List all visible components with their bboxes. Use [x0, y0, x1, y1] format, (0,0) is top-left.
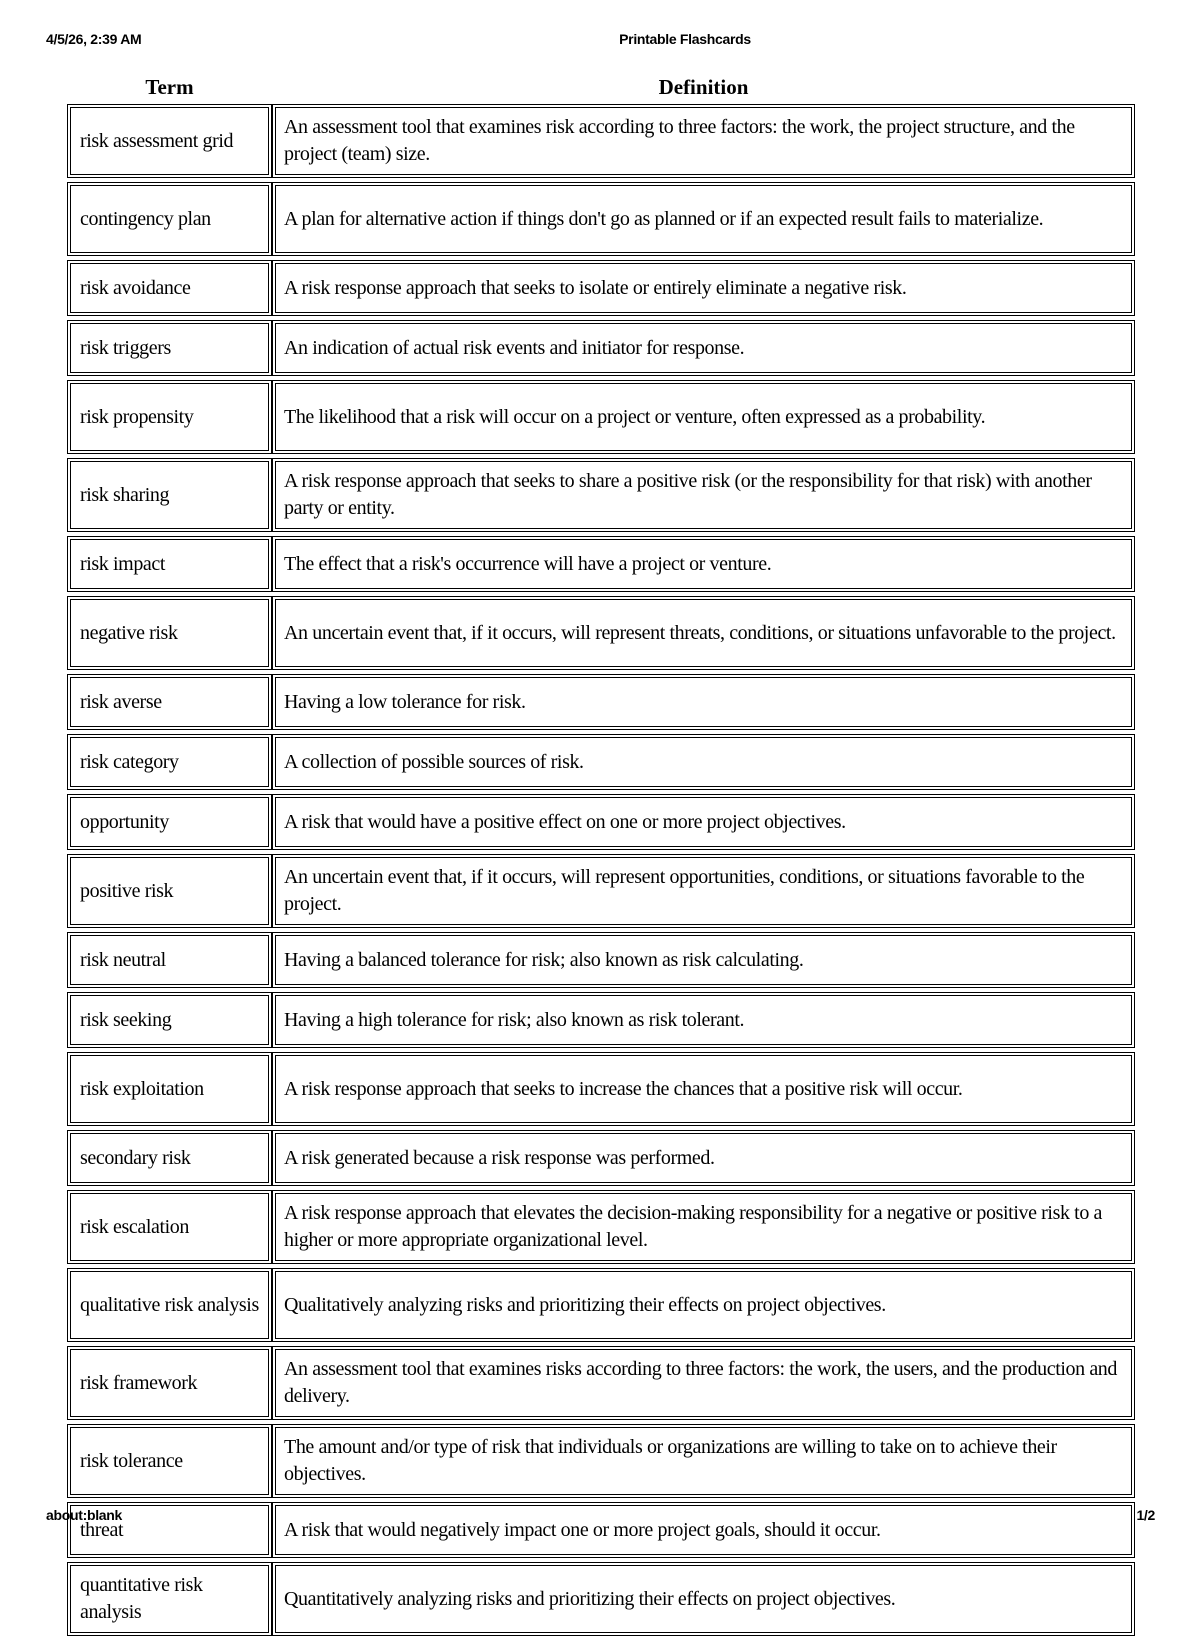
- term-cell: secondary risk: [67, 1130, 272, 1186]
- definition-cell: A risk response approach that seeks to isolate or entirely eliminate a negative risk.: [272, 260, 1135, 316]
- page-number: 1/2: [1136, 1507, 1155, 1523]
- definition-cell: A risk response approach that elevates the decision-making responsibility for a negative or positive risk to a higher or more appropriate organizational level.: [272, 1190, 1135, 1264]
- term-cell: contingency plan: [67, 182, 272, 256]
- term-cell: risk escalation: [67, 1190, 272, 1264]
- definition-cell: Having a high tolerance for risk; also known as risk tolerant.: [272, 992, 1135, 1048]
- term-cell: negative risk: [67, 596, 272, 670]
- term-cell: risk seeking: [67, 992, 272, 1048]
- table-row: [67, 1424, 1135, 1498]
- table-row: [67, 1562, 1135, 1636]
- definition-cell: An assessment tool that examines risks according to three factors: the work, the users, and the production and delivery.: [272, 1346, 1135, 1420]
- term-cell: risk propensity: [67, 380, 272, 454]
- term-cell: opportunity: [67, 794, 272, 850]
- page-title: Printable Flashcards: [619, 31, 751, 47]
- term-cell: risk assessment grid: [67, 104, 272, 178]
- definition-cell: Qualitatively analyzing risks and prioritizing their effects on project objectives.: [272, 1268, 1135, 1342]
- table-row: [67, 794, 1135, 850]
- definition-cell: The likelihood that a risk will occur on a project or venture, often expressed as a probability.: [272, 380, 1135, 454]
- table-row: [67, 1052, 1135, 1126]
- table-row: [67, 1346, 1135, 1420]
- table-header-row: [67, 74, 1135, 100]
- table-row: [67, 104, 1135, 178]
- flashcard-table: [67, 70, 1135, 1640]
- table-row: [67, 1130, 1135, 1186]
- term-column-header: Term: [145, 75, 194, 99]
- term-cell: qualitative risk analysis: [67, 1268, 272, 1342]
- definition-cell: A risk generated because a risk response was performed.: [272, 1130, 1135, 1186]
- table-row: [67, 320, 1135, 376]
- term-cell: positive risk: [67, 854, 272, 928]
- print-datetime: 4/5/26, 2:39 AM: [46, 31, 142, 47]
- term-cell: risk triggers: [67, 320, 272, 376]
- table-row: [67, 1190, 1135, 1264]
- table-row: [67, 536, 1135, 592]
- definition-cell: An indication of actual risk events and initiator for response.: [272, 320, 1135, 376]
- table-row: [67, 734, 1135, 790]
- table-row: [67, 854, 1135, 928]
- term-cell: risk avoidance: [67, 260, 272, 316]
- definition-cell: A risk response approach that seeks to increase the chances that a positive risk will occur.: [272, 1052, 1135, 1126]
- table-row: [67, 1268, 1135, 1342]
- definition-cell: A risk response approach that seeks to share a positive risk (or the responsibility for that risk) with another party or entity.: [272, 458, 1135, 532]
- definition-cell: Quantitatively analyzing risks and prioritizing their effects on project objectives.: [272, 1562, 1135, 1636]
- page-url: about:blank: [46, 1507, 123, 1523]
- definition-cell: The amount and/or type of risk that individuals or organizations are willing to take on to achieve their objectives.: [272, 1424, 1135, 1498]
- definition-cell: Having a balanced tolerance for risk; also known as risk calculating.: [272, 932, 1135, 988]
- definition-cell: Having a low tolerance for risk.: [272, 674, 1135, 730]
- term-cell: risk exploitation: [67, 1052, 272, 1126]
- term-cell: risk framework: [67, 1346, 272, 1420]
- definition-cell: An assessment tool that examines risk according to three factors: the work, the project structure, and the project (team) size.: [272, 104, 1135, 178]
- definition-cell: The effect that a risk's occurrence will have a project or venture.: [272, 536, 1135, 592]
- definition-cell: A plan for alternative action if things don't go as planned or if an expected result fails to materialize.: [272, 182, 1135, 256]
- table-row: [67, 674, 1135, 730]
- definition-cell: A collection of possible sources of risk.: [272, 734, 1135, 790]
- definition-column-header: Definition: [658, 75, 749, 99]
- term-cell: risk tolerance: [67, 1424, 272, 1498]
- term-cell: risk sharing: [67, 458, 272, 532]
- table-row: [67, 992, 1135, 1048]
- table-row: [67, 182, 1135, 256]
- term-cell: risk averse: [67, 674, 272, 730]
- definition-cell: An uncertain event that, if it occurs, will represent opportunities, conditions, or situations favorable to the project.: [272, 854, 1135, 928]
- definition-cell: A risk that would negatively impact one or more project goals, should it occur.: [272, 1502, 1135, 1558]
- table-row: [67, 260, 1135, 316]
- table-row: [67, 1502, 1135, 1558]
- table-row: [67, 380, 1135, 454]
- definition-cell: An uncertain event that, if it occurs, will represent threats, conditions, or situations unfavorable to the project.: [272, 596, 1135, 670]
- term-cell: risk category: [67, 734, 272, 790]
- table-row: [67, 596, 1135, 670]
- definition-cell: A risk that would have a positive effect on one or more project objectives.: [272, 794, 1135, 850]
- table-row: [67, 932, 1135, 988]
- term-cell: quantitative risk analysis: [67, 1562, 272, 1636]
- term-cell: threat: [67, 1502, 272, 1558]
- term-cell: risk impact: [67, 536, 272, 592]
- term-cell: risk neutral: [67, 932, 272, 988]
- table-row: [67, 458, 1135, 532]
